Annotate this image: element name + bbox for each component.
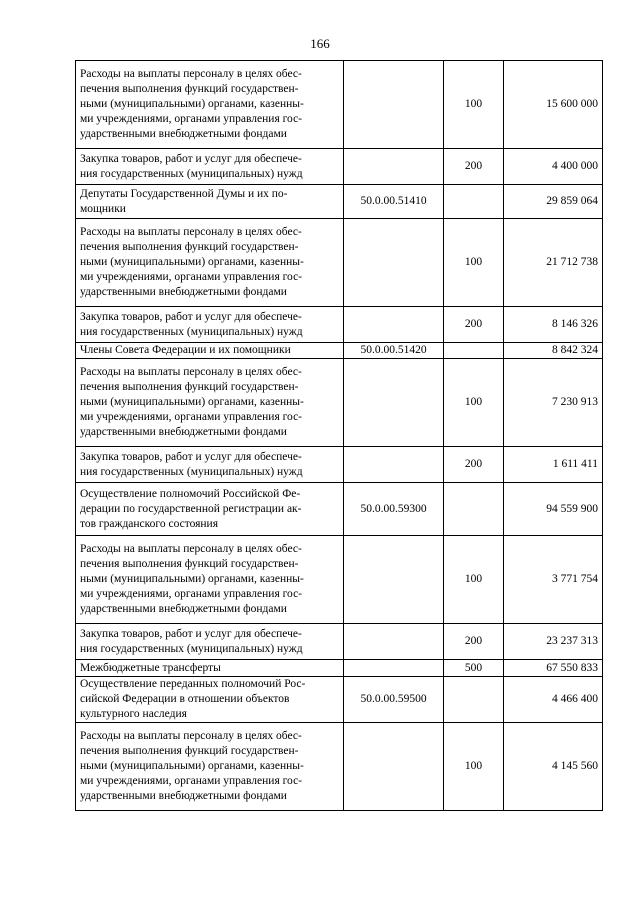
row-code-cell bbox=[344, 61, 444, 149]
row-name-cell: Осуществление полномочий Российской Фе- дерации по государственной регистрации ак- тов гражданского состояния bbox=[76, 483, 344, 536]
row-sum-cell: 8 146 326 bbox=[504, 307, 603, 343]
row-type-cell: 100 bbox=[444, 61, 504, 149]
table-row bbox=[76, 447, 603, 483]
row-sum-cell: 23 237 313 bbox=[504, 624, 603, 660]
row-type-cell: 200 bbox=[444, 149, 504, 185]
row-sum-cell: 3 771 754 bbox=[504, 536, 603, 624]
table-row bbox=[76, 343, 603, 359]
row-type-cell: 200 bbox=[444, 447, 504, 483]
row-code-cell bbox=[344, 536, 444, 624]
row-code-cell bbox=[344, 359, 444, 447]
row-type-cell: 100 bbox=[444, 536, 504, 624]
row-type-cell bbox=[444, 343, 504, 359]
row-code-cell: 50.0.00.59500 bbox=[344, 677, 444, 723]
row-code-cell bbox=[344, 219, 444, 307]
row-name-cell: Расходы на выплаты персоналу в целях обес- печения выполнения функций государствен- ными (муниципальными) органами, казенны- ми учреждениями, органами управления гос- ударственными внебюджетными фондами bbox=[76, 359, 344, 447]
table-row bbox=[76, 536, 603, 624]
row-sum-cell: 8 842 324 bbox=[504, 343, 603, 359]
row-code-cell bbox=[344, 149, 444, 185]
row-name-cell: Расходы на выплаты персоналу в целях обес- печения выполнения функций государствен- ными (муниципальными) органами, казенны- ми учреждениями, органами управления гос- ударственными внебюджетными фондами bbox=[76, 61, 344, 149]
row-name-cell: Депутаты Государственной Думы и их по- мощники bbox=[76, 185, 344, 219]
row-sum-cell: 29 859 064 bbox=[504, 185, 603, 219]
row-type-cell: 100 bbox=[444, 219, 504, 307]
row-name-cell: Расходы на выплаты персоналу в целях обес- печения выполнения функций государствен- ными (муниципальными) органами, казенны- ми учреждениями, органами управления гос- ударственными внебюджетными фондами bbox=[76, 219, 344, 307]
row-name-cell: Члены Совета Федерации и их помощники bbox=[76, 343, 344, 359]
row-type-cell: 200 bbox=[444, 307, 504, 343]
row-name-cell: Межбюджетные трансферты bbox=[76, 660, 344, 677]
row-code-cell bbox=[344, 660, 444, 677]
row-sum-cell: 4 400 000 bbox=[504, 149, 603, 185]
table-row bbox=[76, 307, 603, 343]
row-name-cell: Расходы на выплаты персоналу в целях обес- печения выполнения функций государствен- ными (муниципальными) органами, казенны- ми учреждениями, органами управления гос- ударственными внебюджетными фондами bbox=[76, 723, 344, 811]
row-code-cell bbox=[344, 447, 444, 483]
row-code-cell bbox=[344, 307, 444, 343]
table-row bbox=[76, 677, 603, 723]
table-row bbox=[76, 660, 603, 677]
row-name-cell: Закупка товаров, работ и услуг для обеспече- ния государственных (муниципальных) нужд bbox=[76, 149, 344, 185]
row-sum-cell: 1 611 411 bbox=[504, 447, 603, 483]
row-name-cell: Расходы на выплаты персоналу в целях обес- печения выполнения функций государствен- ными (муниципальными) органами, казенны- ми учреждениями, органами управления гос- ударственными внебюджетными фондами bbox=[76, 536, 344, 624]
table-row bbox=[76, 149, 603, 185]
row-type-cell: 100 bbox=[444, 359, 504, 447]
table-row bbox=[76, 624, 603, 660]
table-row bbox=[76, 723, 603, 811]
row-name-cell: Осуществление переданных полномочий Рос- сийской Федерации в отношении объектов культурного наследия bbox=[76, 677, 344, 723]
row-name-cell: Закупка товаров, работ и услуг для обеспече- ния государственных (муниципальных) нужд bbox=[76, 307, 344, 343]
row-name-cell: Закупка товаров, работ и услуг для обеспече- ния государственных (муниципальных) нужд bbox=[76, 624, 344, 660]
budget-table bbox=[75, 60, 603, 811]
row-type-cell bbox=[444, 677, 504, 723]
row-sum-cell: 7 230 913 bbox=[504, 359, 603, 447]
row-sum-cell: 15 600 000 bbox=[504, 61, 603, 149]
row-type-cell bbox=[444, 483, 504, 536]
row-code-cell: 50.0.00.51420 bbox=[344, 343, 444, 359]
row-code-cell: 50.0.00.51410 bbox=[344, 185, 444, 219]
row-type-cell bbox=[444, 185, 504, 219]
page-number: 166 bbox=[310, 36, 330, 51]
row-type-cell: 500 bbox=[444, 660, 504, 677]
budget-table-body bbox=[76, 61, 603, 811]
row-sum-cell: 21 712 738 bbox=[504, 219, 603, 307]
row-code-cell bbox=[344, 624, 444, 660]
table-row bbox=[76, 219, 603, 307]
table-row bbox=[76, 185, 603, 219]
row-code-cell bbox=[344, 723, 444, 811]
row-sum-cell: 4 466 400 bbox=[504, 677, 603, 723]
row-sum-cell: 67 550 833 bbox=[504, 660, 603, 677]
row-code-cell: 50.0.00.59300 bbox=[344, 483, 444, 536]
row-name-cell: Закупка товаров, работ и услуг для обеспече- ния государственных (муниципальных) нужд bbox=[76, 447, 344, 483]
row-sum-cell: 4 145 560 bbox=[504, 723, 603, 811]
table-row bbox=[76, 359, 603, 447]
row-type-cell: 200 bbox=[444, 624, 504, 660]
table-row bbox=[76, 483, 603, 536]
row-sum-cell: 94 559 900 bbox=[504, 483, 603, 536]
row-type-cell: 100 bbox=[444, 723, 504, 811]
table-row bbox=[76, 61, 603, 149]
